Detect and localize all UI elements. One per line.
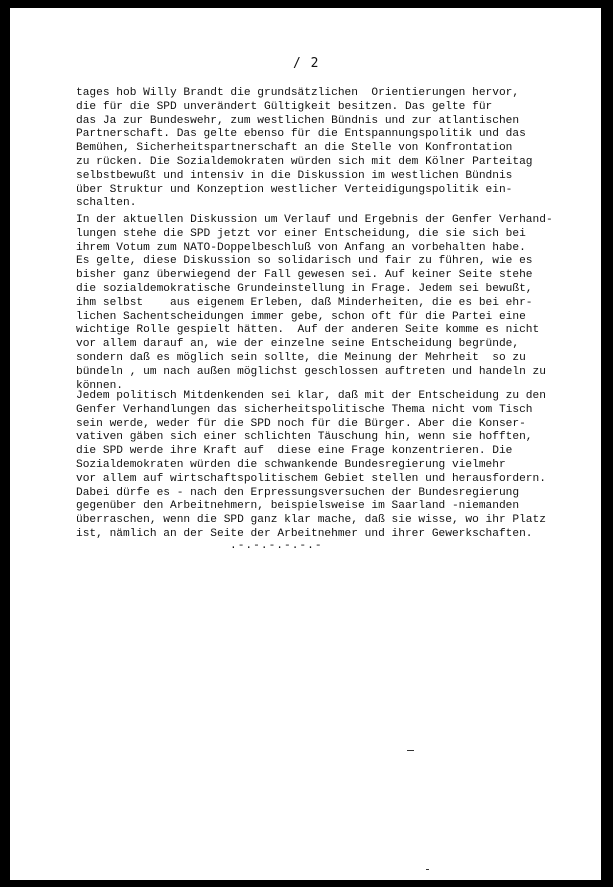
text-line: Jedem politisch Mitdenkenden sei klar, daß mit der Entscheidung zu den xyxy=(76,390,546,402)
text-line: vor allem darauf an, wie der einzelne seine Entscheidung begründe, xyxy=(76,338,520,351)
text-line: Dabei dürfe es - nach den Erpressungsversuchen der Bundesregierung xyxy=(76,486,520,499)
text-line: sondern daß es möglich sein sollte, die Meinung der Mehrheit so zu xyxy=(76,351,526,364)
text-line: die SPD werde ihre Kraft auf diese eine Frage konzentrieren. Die xyxy=(76,445,513,458)
text-line: ist, nämlich an der Seite der Arbeitnehmer und ihrer Gewerkschaften. xyxy=(76,527,533,540)
text-line: tages hob Willy Brandt die grundsätzlichen Orientierungen hervor, xyxy=(76,87,520,99)
paragraph-3 xyxy=(76,390,596,542)
text-line: vativen gäben sich einer schlichten Täuschung hin, wenn sie hofften, xyxy=(76,431,533,444)
text-line: gegenüber den Arbeitnehmern, beispielsweise im Saarland -niemanden xyxy=(76,500,520,513)
text-line: die sozialdemokratische Grundeinstellung in Frage. Jedem sei bewußt, xyxy=(76,282,533,295)
paragraph-1 xyxy=(76,87,596,211)
text-line: Partnerschaft. Das gelte ebenso für die Entspannungspolitik und das xyxy=(76,128,526,141)
text-line: lichen Sachentscheidungen immer gebe, schon oft für die Partei eine xyxy=(76,310,526,323)
text-line: sein werde, weder für die SPD noch für die Bürger. Aber die Konser- xyxy=(76,417,526,430)
end-of-text-mark: .-.-.-.-.-.- xyxy=(230,540,323,552)
text-line: die für die SPD unverändert Gültigkeit besitzen. Das gelte für xyxy=(76,100,493,113)
text-line: überraschen, wenn die SPD ganz klar mache, daß sie wisse, wo ihr Platz xyxy=(76,514,546,527)
text-line: vor allem auf wirtschaftspolitischem Gebiet stellen und herausfordern. xyxy=(76,472,546,485)
paragraph-2 xyxy=(76,214,596,393)
text-line: Genfer Verhandlungen das sicherheitspolitische Thema nicht vom Tisch xyxy=(76,403,533,416)
text-line: Es gelte, diese Diskussion so solidarisch und fair zu führen, wie es xyxy=(76,255,533,268)
text-line: wichtige Rolle gespielt hätten. Auf der anderen Seite komme es nicht xyxy=(76,324,540,337)
text-line: Bemühen, Sicherheitspartnerschaft an die Stelle von Konfrontation xyxy=(76,142,513,155)
text-line: bisher ganz überwiegend der Fall gewesen sei. Auf keiner Seite stehe xyxy=(76,269,533,282)
text-line: können. xyxy=(76,379,123,392)
text-line: ihrem Votum zum NATO-Doppelbeschluß von Anfang an vorbehalten habe. xyxy=(76,241,526,254)
text-line: bündeln , um nach außen möglichst geschlossen auftreten und handeln zu xyxy=(76,365,546,378)
text-line: In der aktuellen Diskussion um Verlauf und Ergebnis der Genfer Verhand- xyxy=(76,214,553,226)
text-line: lungen stehe die SPD jetzt vor einer Entscheidung, die sie sich bei xyxy=(76,227,526,240)
stray-mark xyxy=(407,750,414,751)
text-line: ihm selbst aus eigenem Erleben, daß Minderheiten, die es bei ehr- xyxy=(76,296,533,309)
text-line: Sozialdemokraten würden die schwankende Bundesregierung vielmehr xyxy=(76,458,506,471)
text-line: schalten. xyxy=(76,197,137,210)
document-page xyxy=(10,8,601,880)
text-line: über Struktur und Konzeption westlicher Verteidigungspolitik ein- xyxy=(76,183,513,196)
text-line: selbstbewußt und intensiv in die Diskussion im westlichen Bündnis xyxy=(76,169,513,182)
page-number: / 2 xyxy=(293,56,320,71)
stray-mark xyxy=(426,869,429,870)
text-line: zu rücken. Die Sozialdemokraten würden sich mit dem Kölner Parteitag xyxy=(76,155,533,168)
text-line: das Ja zur Bundeswehr, zum westlichen Bündnis und zur atlantischen xyxy=(76,114,520,127)
